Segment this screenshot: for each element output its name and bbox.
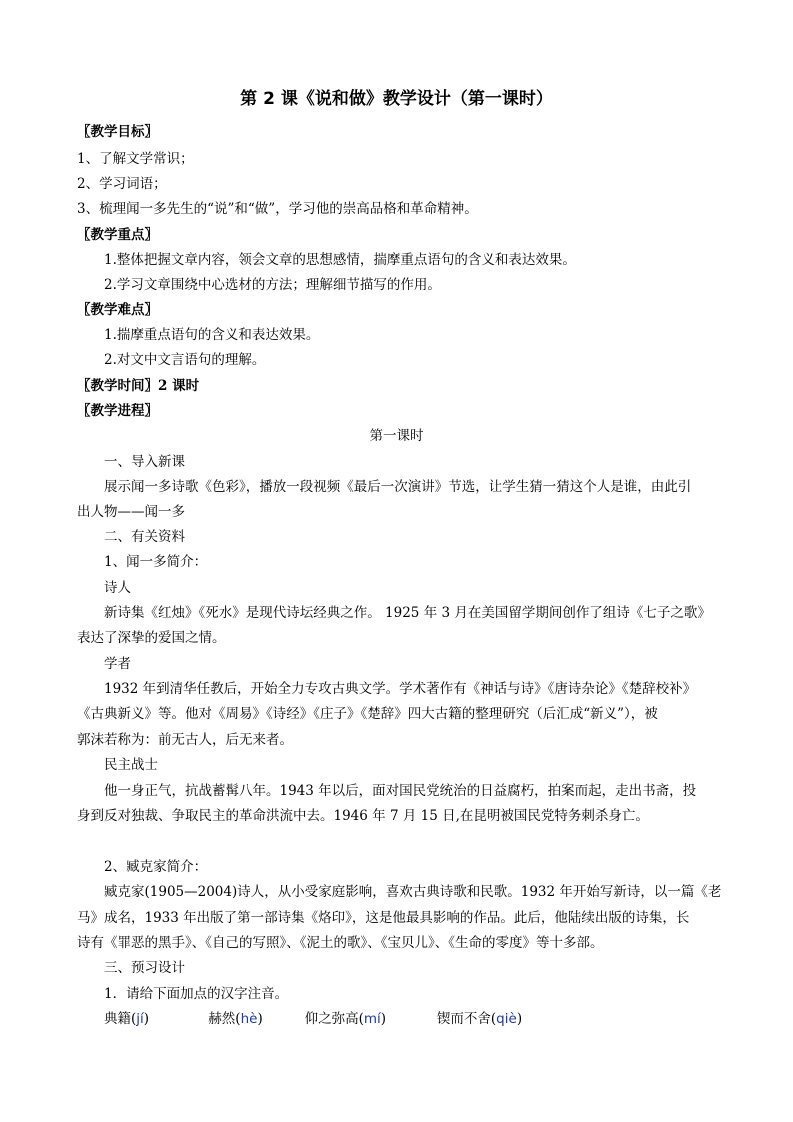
keypoint-item: 2.学习文章围绕中心选材的方法；理解细节描写的作用。 (104, 277, 441, 293)
paragraph-line: 臧克家(1905—2004)诗人，从小受家庭影响，喜欢古典诗歌和民歌。1932 年开始写新诗，以一篇《老 (104, 884, 722, 900)
difficulties-heading: 〖教学难点〗 (77, 302, 158, 318)
lesson-heading: 第一课时 (369, 428, 424, 444)
scholar-label: 学者 (104, 656, 131, 672)
fighter-label: 民主战士 (104, 757, 158, 773)
section-heading: 一、导入新课 (104, 454, 185, 470)
goals-heading: 〖教学目标〗 (77, 124, 158, 140)
paragraph-line: 他一身正气，抗战蓄髯八年。1943 年以后，面对国民党统治的日益腐朽，拍案而起，走出书斋，投 (104, 783, 697, 799)
pinyin-word: 典籍(jí) (104, 1011, 150, 1027)
goal-item: 3、梳理闻一多先生的“说”和“做”，学习他的崇高品格和革命精神。 (77, 201, 478, 217)
paragraph-line: 1932 年到清华任教后，开始全力专攻古典文学。学术著作有《神话与诗》《唐诗杂论》《楚辞校补》 (104, 681, 697, 697)
process-heading: 〖教学进程〗 (77, 403, 158, 419)
section-heading: 二、有关资料 (104, 529, 185, 545)
paragraph-line: 《古典新义》等。他对《周易》《诗经》《庄子》《楚辞》四大古籍的整理研究（后汇成“新义”），被 (77, 706, 658, 722)
paragraph-line: 展示闻一多诗歌《色彩》，播放一段视频《最后一次演讲》节选，让学生猜一猜这个人是谁，由此引 (104, 479, 692, 495)
paragraph-line: 表达了深挚的爱国之情。 (77, 630, 226, 646)
poet-label: 诗人 (104, 580, 131, 596)
paragraph-line: 新诗集《红烛》《死水》是现代诗坛经典之作。 1925 年 3 月在美国留学期间创作了组诗《七子之歌》 (104, 605, 711, 621)
task-line: 1．请给下面加点的汉字注音。 (104, 986, 289, 1002)
keypoint-item: 1.整体把握文章内容，领会文章的思想感情，揣摩重点语句的含义和表达效果。 (104, 252, 576, 268)
difficulty-item: 1.揣摩重点语句的含义和表达效果。 (104, 327, 320, 343)
paragraph-line: 出人物——闻一多 (77, 504, 185, 520)
keypoints-heading: 〖教学重点〗 (77, 227, 158, 243)
subsection-heading: 1、闻一多简介： (104, 554, 208, 570)
pinyin-word: 赫然(hè) (208, 1011, 263, 1027)
paragraph-line: 马》成名，1933 年出版了第一部诗集《烙印》，这是他最具影响的作品。此后，他陆续出版的诗集，长 (77, 910, 690, 926)
paragraph-line: 郭沫若称为：前无古人，后无来者。 (77, 732, 293, 748)
pinyin-row (104, 1010, 733, 1028)
pinyin-word: 仰之弥高(mí) (304, 1011, 387, 1027)
pinyin-word: 锲而不舍(qiè) (436, 1011, 523, 1027)
goal-item: 2、学习词语； (77, 176, 167, 192)
page-title: 第 2 课《说和做》教学设计（第一课时） (240, 89, 553, 109)
goal-item: 1、了解文学常识； (77, 151, 194, 167)
paragraph-line: 诗有《罪恶的黑手》、《自己的写照》、《泥土的歌》、《宝贝儿》、《生命的零度》等十多部。 (77, 935, 604, 951)
time-line: 〖教学时间〗2 课时 (77, 378, 200, 394)
paragraph-line: 身到反对独裁、争取民主的革命洪流中去。1946 年 7 月 15 日,在昆明被国民党特务刺杀身亡。 (77, 808, 649, 824)
difficulty-item: 2.对文中文言语句的理解。 (104, 352, 266, 368)
section-heading: 三、预习设计 (104, 960, 185, 976)
subsection-heading: 2、臧克家简介： (104, 859, 208, 875)
